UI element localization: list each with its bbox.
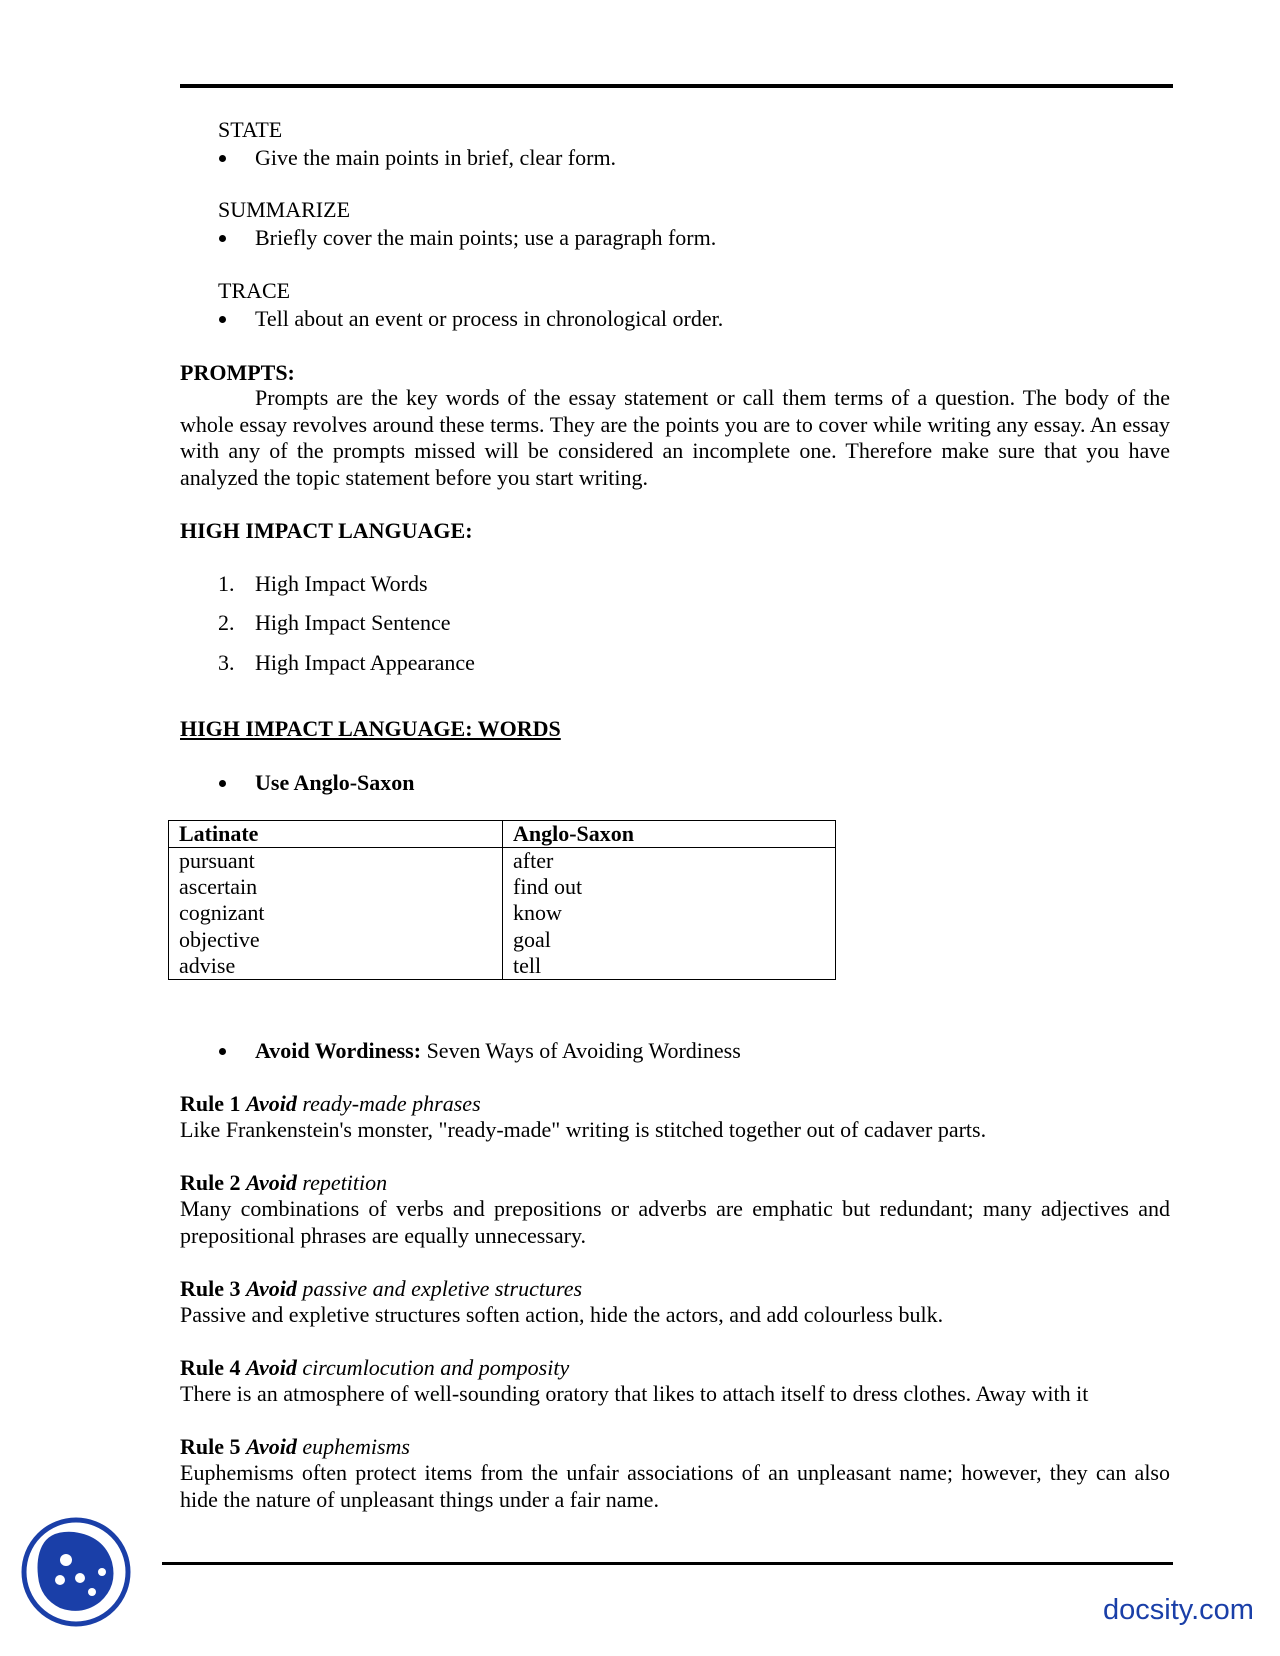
rule-5-heading — [180, 1434, 410, 1460]
rule-topic: repetition — [302, 1170, 388, 1195]
table-cell: pursuant — [179, 848, 255, 873]
table-cell: find out — [513, 874, 583, 900]
table-cell: tell — [513, 952, 542, 978]
table-cell: know — [513, 900, 562, 926]
trace-bullet: Tell about an event or process in chronological order. — [255, 306, 724, 331]
table-cell: cognizant — [179, 900, 265, 926]
summarize-heading: SUMMARIZE — [218, 197, 351, 222]
list-item-1: High Impact Words — [255, 571, 428, 596]
rule-avoid: Avoid — [246, 1091, 297, 1116]
rule-avoid: Avoid — [246, 1355, 297, 1380]
summarize-bullet: Briefly cover the main points; use a paragraph form. — [255, 225, 717, 250]
table-cell: goal — [513, 926, 551, 952]
rule-label: Rule 1 — [180, 1091, 241, 1116]
avoid-wordiness-bullet — [255, 1038, 741, 1064]
list-number-3: 3. — [218, 650, 235, 675]
rule-label: Rule 3 — [180, 1276, 241, 1301]
list-item-3: High Impact Appearance — [255, 650, 475, 675]
words-heading: HIGH IMPACT LANGUAGE: WORDS — [180, 716, 561, 741]
rule-1-body: Like Frankenstein's monster, "ready-made" writing is stitched together out of cadaver parts. — [180, 1117, 987, 1142]
table-header-anglo-saxon: Anglo-Saxon — [503, 821, 836, 848]
rule-topic: ready-made phrases — [302, 1091, 481, 1116]
rule-label: Rule 4 — [180, 1355, 241, 1380]
rule-4-heading — [180, 1355, 569, 1381]
rule-label: Rule 5 — [180, 1434, 241, 1459]
rule-topic: euphemisms — [302, 1434, 410, 1459]
table-header-latinate: Latinate — [169, 821, 503, 848]
bottom-rule — [162, 1562, 1173, 1565]
rule-2-heading — [180, 1170, 387, 1196]
docsity-logo-icon[interactable] — [20, 1516, 132, 1628]
top-rule — [180, 84, 1173, 88]
anglo-saxon-column — [503, 848, 836, 980]
table-cell: objective — [179, 926, 260, 952]
list-item-2: High Impact Sentence — [255, 610, 451, 635]
list-number-1: 1. — [218, 571, 235, 596]
rule-3-heading — [180, 1276, 582, 1302]
list-number-2: 2. — [218, 610, 235, 635]
rule-label: Rule 2 — [180, 1170, 241, 1195]
rule-3-body: Passive and expletive structures soften action, hide the actors, and add colourless bulk. — [180, 1302, 944, 1327]
rule-avoid: Avoid — [246, 1170, 297, 1195]
rule-avoid: Avoid — [246, 1434, 297, 1459]
docsity-brand-link[interactable]: docsity.com — [1103, 1594, 1254, 1626]
table-cell: after — [513, 848, 554, 873]
rule-1-heading — [180, 1091, 481, 1117]
rule-avoid: Avoid — [246, 1276, 297, 1301]
high-impact-heading: HIGH IMPACT LANGUAGE: — [180, 518, 473, 543]
table-cell: ascertain — [179, 874, 258, 900]
rule-5-body: Euphemisms often protect items from the unfair associations of an unpleasant name; however, they can also hide the nature of unpleasant things under a fair name. — [180, 1460, 1170, 1512]
rule-4-body: There is an atmosphere of well-sounding oratory that likes to attach itself to dress clothes. Away with it — [180, 1381, 1089, 1406]
rule-topic: passive and expletive structures — [302, 1276, 583, 1301]
anglo-saxon-bullet: Use Anglo-Saxon — [255, 770, 415, 795]
prompts-paragraph: Prompts are the key words of the essay statement or call them terms of a question. The body of the whole essay revolves around these terms. They are the points you are to cover while writing any essay. An essay with any of the prompts missed will be considered an incomplete one. Therefore make sure that you have analyzed the topic statement before you start writing. — [180, 385, 1170, 490]
rule-topic: circumlocution and pomposity — [302, 1355, 570, 1380]
prompts-heading: PROMPTS: — [180, 360, 295, 385]
latinate-column — [169, 848, 503, 980]
rule-2-body: Many combinations of verbs and prepositions or adverbs are emphatic but redundant; many adjectives and prepositional phrases are equally unnecessary. — [180, 1196, 1170, 1248]
latinate-anglo-saxon-table — [168, 820, 836, 980]
avoid-wordiness-label: Avoid Wordiness: — [255, 1038, 422, 1063]
state-heading: STATE — [218, 117, 283, 142]
avoid-wordiness-text: Seven Ways of Avoiding Wordiness — [421, 1038, 741, 1063]
trace-heading: TRACE — [218, 278, 291, 303]
table-cell: advise — [179, 952, 236, 978]
state-bullet: Give the main points in brief, clear form. — [255, 145, 617, 170]
